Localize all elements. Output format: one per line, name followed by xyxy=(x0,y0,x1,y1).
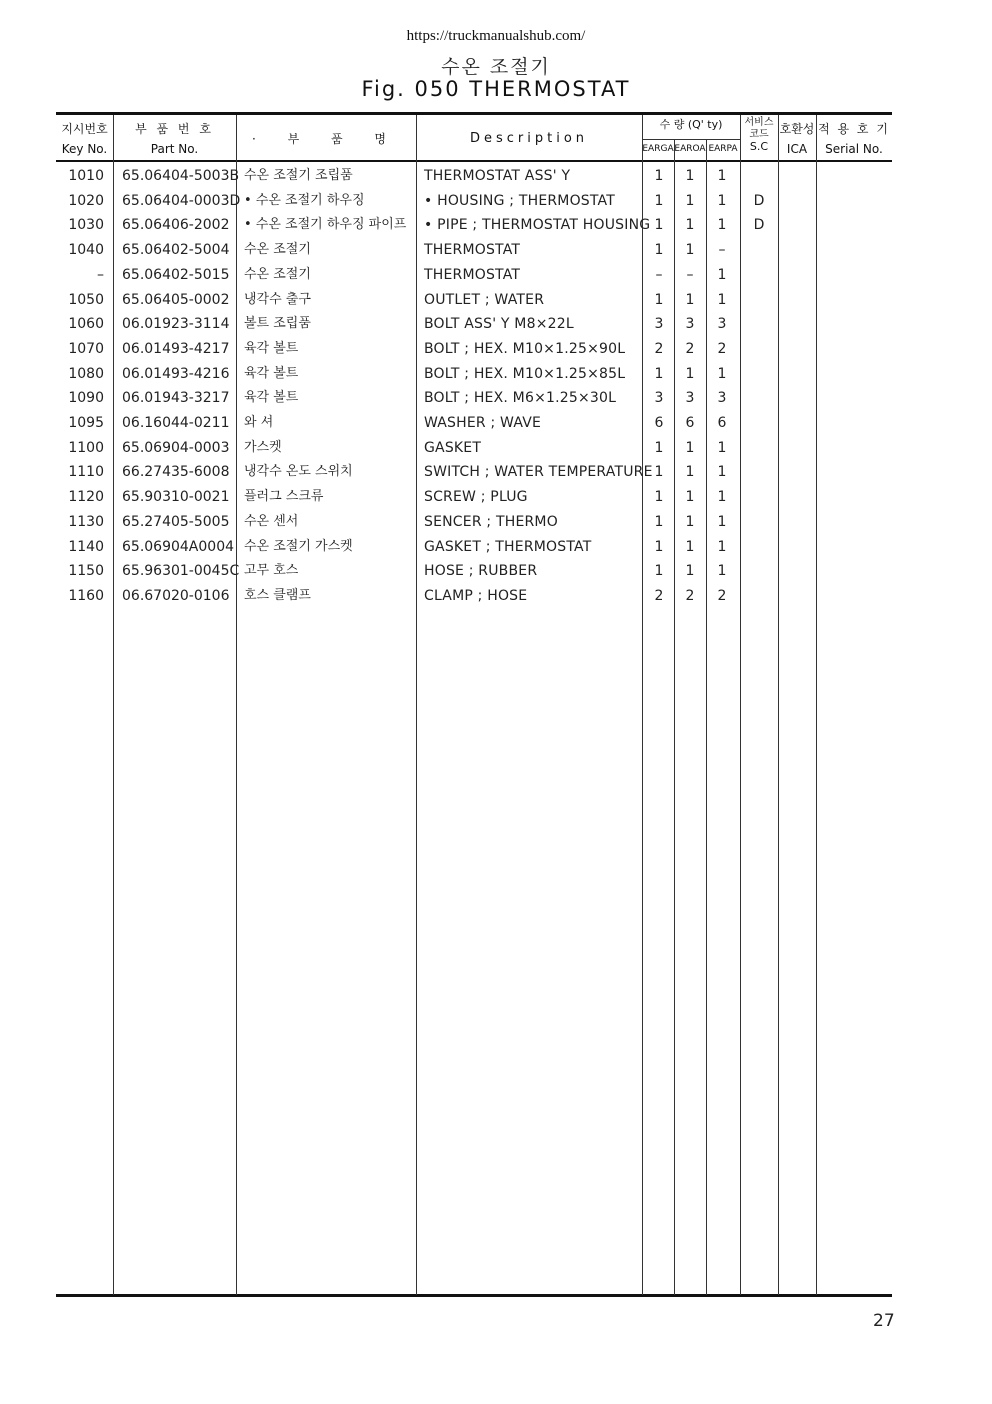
qty-earga: 2 xyxy=(654,587,664,604)
korean-title: 수온 조절기 xyxy=(441,56,551,78)
header-sc xyxy=(740,117,778,153)
part-no: 65.06402-5004 xyxy=(122,242,230,259)
qty-earga: 3 xyxy=(654,390,664,407)
key-no: – xyxy=(97,266,104,283)
key-no: 1040 xyxy=(68,242,104,259)
qty-earoa: 1 xyxy=(685,365,695,382)
table-bottom-rule xyxy=(56,1294,892,1297)
qty-earpa: 1 xyxy=(717,192,727,209)
qty-earoa: 1 xyxy=(685,538,695,555)
key-no: 1140 xyxy=(68,538,104,555)
header-serial-en: Serial No. xyxy=(825,142,883,156)
qty-earga: 6 xyxy=(654,415,664,431)
part-name-ko: • 수온 조절기 하우징 파이프 xyxy=(244,217,407,233)
qty-earga: – xyxy=(655,266,663,283)
part-no: 65.06904-0003 xyxy=(122,439,230,456)
key-no: 1010 xyxy=(68,168,104,184)
key-no: 1095 xyxy=(68,415,104,431)
qty-earga: 1 xyxy=(654,439,664,456)
key-no: 1060 xyxy=(68,316,104,333)
qty-earoa: 3 xyxy=(685,316,695,333)
qty-earga: 1 xyxy=(654,242,664,259)
qty-earpa: 1 xyxy=(717,439,727,456)
qty-earoa: 1 xyxy=(685,217,695,234)
header-key-en: Key No. xyxy=(61,142,108,156)
header-qty-earga: EARGA xyxy=(642,144,674,154)
part-name-ko: 가스켓 xyxy=(244,439,282,455)
part-no: 65.06405-0002 xyxy=(122,291,230,308)
part-name-ko: 냉각수 출구 xyxy=(244,291,311,307)
table-row xyxy=(56,288,892,313)
key-no: 1080 xyxy=(68,365,104,382)
part-no: 06.01493-4216 xyxy=(122,365,230,382)
part-no: 65.06402-5015 xyxy=(122,266,230,283)
qty-earpa: 1 xyxy=(717,168,727,184)
header-qty-earoa: EAROA xyxy=(674,144,706,154)
part-name-ko: 냉각수 온도 스위치 xyxy=(244,464,353,480)
table-row xyxy=(56,263,892,288)
description: BOLT ASS' Y M8×22L xyxy=(424,316,574,333)
qty-earpa: 1 xyxy=(717,266,727,283)
qty-earpa: 1 xyxy=(717,291,727,308)
qty-earoa: 1 xyxy=(685,291,695,308)
table-row xyxy=(56,312,892,337)
table-row xyxy=(56,584,892,609)
part-no: 65.27405-5005 xyxy=(122,513,230,530)
part-no: 66.27435-6008 xyxy=(122,464,230,481)
header-sc-ko: 서비스 코드 xyxy=(744,117,774,140)
qty-earoa: 1 xyxy=(685,168,695,184)
qty-earpa: 1 xyxy=(717,489,727,506)
key-no: 1150 xyxy=(68,563,104,580)
header-name-ko: · 부 품 명 xyxy=(251,132,401,146)
qty-earpa: 1 xyxy=(717,365,727,382)
page-number: 27 xyxy=(873,1311,895,1331)
table-row xyxy=(56,510,892,535)
qty-earoa: 1 xyxy=(685,464,695,481)
part-no: 65.06404-5003B xyxy=(122,168,240,184)
header-bottom-rule xyxy=(56,160,892,162)
part-name-ko: 육각 볼트 xyxy=(244,390,299,406)
part-name-ko: 수온 조절기 xyxy=(244,266,311,282)
qty-subheader-rule xyxy=(642,139,740,140)
table-top-rule xyxy=(56,112,892,115)
header-sc-en: S.C xyxy=(749,140,769,153)
qty-earoa: 1 xyxy=(685,242,695,259)
key-no: 1070 xyxy=(68,340,104,357)
header-qty-earpa: EARPA xyxy=(708,144,738,154)
header-serial xyxy=(816,122,892,156)
qty-earpa: 1 xyxy=(717,538,727,555)
part-name-ko: 수온 조절기 가스켓 xyxy=(244,538,353,554)
qty-earpa: 1 xyxy=(717,217,727,234)
description: THERMOSTAT xyxy=(424,242,521,259)
qty-earga: 3 xyxy=(654,316,664,333)
qty-earga: 1 xyxy=(654,563,664,580)
table-row xyxy=(56,411,892,436)
key-no: 1130 xyxy=(68,513,104,530)
figure-title: Fig. 050 THERMOSTAT xyxy=(361,77,631,101)
service-code: D xyxy=(753,217,765,234)
part-name-ko: 수온 조절기 xyxy=(244,242,311,258)
header-part xyxy=(113,122,236,156)
table-row xyxy=(56,362,892,387)
part-no: 06.16044-0211 xyxy=(122,415,230,431)
qty-earga: 1 xyxy=(654,464,664,481)
qty-earoa: – xyxy=(686,266,694,283)
qty-earga: 1 xyxy=(654,192,664,209)
header-ica-en: ICA xyxy=(786,142,808,156)
description: SENCER ; THERMO xyxy=(424,513,558,530)
part-name-ko: 육각 볼트 xyxy=(244,365,299,381)
table-row xyxy=(56,535,892,560)
qty-earpa: 1 xyxy=(717,563,727,580)
description: OUTLET ; WATER xyxy=(424,291,545,308)
qty-earpa: – xyxy=(718,242,726,259)
qty-earga: 1 xyxy=(654,365,664,382)
qty-earga: 1 xyxy=(654,168,664,184)
table-row xyxy=(56,337,892,362)
description: SCREW ; PLUG xyxy=(424,489,528,506)
qty-earpa: 2 xyxy=(717,340,727,357)
key-no: 1020 xyxy=(68,192,104,209)
part-no: 65.06406-2002 xyxy=(122,217,230,234)
qty-earga: 1 xyxy=(654,291,664,308)
source-url: https://truckmanualshub.com/ xyxy=(406,28,586,44)
qty-earga: 1 xyxy=(654,217,664,234)
table-row xyxy=(56,213,892,238)
qty-earoa: 1 xyxy=(685,192,695,209)
qty-earoa: 1 xyxy=(685,513,695,530)
qty-earga: 2 xyxy=(654,340,664,357)
table-row xyxy=(56,164,892,189)
qty-earoa: 1 xyxy=(685,563,695,580)
qty-earoa: 1 xyxy=(685,489,695,506)
description: CLAMP ; HOSE xyxy=(424,587,528,604)
qty-earpa: 6 xyxy=(717,415,727,431)
table-row xyxy=(56,460,892,485)
header-ica xyxy=(778,122,816,156)
qty-earoa: 1 xyxy=(685,439,695,456)
part-no: 65.96301-0045C xyxy=(122,563,240,580)
part-no: 06.01923-3114 xyxy=(122,316,230,333)
header-part-en: Part No. xyxy=(150,142,199,156)
qty-earoa: 2 xyxy=(685,587,695,604)
description: HOSE ; RUBBER xyxy=(424,563,538,580)
key-no: 1090 xyxy=(68,390,104,407)
qty-earpa: 3 xyxy=(717,316,727,333)
part-no: 06.01943-3217 xyxy=(122,390,230,407)
header-description: Description xyxy=(469,131,589,146)
description: BOLT ; HEX. M10×1.25×90L xyxy=(424,340,626,357)
description: • PIPE ; THERMOSTAT HOUSING xyxy=(424,217,651,234)
key-no: 1110 xyxy=(68,464,104,481)
qty-earga: 1 xyxy=(654,513,664,530)
qty-earoa: 3 xyxy=(685,390,695,407)
part-name-ko: 호스 클램프 xyxy=(244,587,311,603)
table-row xyxy=(56,436,892,461)
key-no: 1050 xyxy=(68,291,104,308)
key-no: 1120 xyxy=(68,489,104,506)
table-row xyxy=(56,189,892,214)
qty-earga: 1 xyxy=(654,538,664,555)
part-no: 65.90310-0021 xyxy=(122,489,230,506)
part-no: 06.67020-0106 xyxy=(122,587,230,604)
part-name-ko: 수온 센서 xyxy=(244,513,299,529)
description: BOLT ; HEX. M6×1.25×30L xyxy=(424,390,617,407)
header-key-ko: 지시번호 xyxy=(61,122,108,136)
part-name-ko: 고무 호스 xyxy=(244,563,299,579)
part-no: 65.06404-0003D xyxy=(122,192,241,209)
description: BOLT ; HEX. M10×1.25×85L xyxy=(424,365,626,382)
qty-earpa: 1 xyxy=(717,513,727,530)
service-code: D xyxy=(753,192,765,209)
table-row xyxy=(56,559,892,584)
header-ica-ko: 호환성 xyxy=(779,122,815,136)
part-no: 65.06904A0004 xyxy=(122,538,235,555)
part-name-ko: • 수온 조절기 하우징 xyxy=(244,192,365,208)
key-no: 1030 xyxy=(68,217,104,234)
key-no: 1100 xyxy=(68,439,104,456)
part-name-ko: 육각 볼트 xyxy=(244,340,299,356)
header-qty: 수 량 (Q' ty) xyxy=(659,118,723,131)
part-name-ko: 플러그 스크류 xyxy=(244,489,324,505)
part-name-ko: 와 셔 xyxy=(244,415,274,430)
header-key xyxy=(56,122,113,156)
description: THERMOSTAT xyxy=(424,266,521,283)
table-row xyxy=(56,485,892,510)
qty-earoa: 2 xyxy=(685,340,695,357)
key-no: 1160 xyxy=(68,587,104,604)
part-name-ko: 볼트 조립품 xyxy=(244,316,311,332)
qty-earpa: 3 xyxy=(717,390,727,407)
description: GASKET ; THERMOSTAT xyxy=(424,538,592,555)
description: SWITCH ; WATER TEMPERATURE xyxy=(424,464,653,481)
table-row xyxy=(56,238,892,263)
qty-earpa: 2 xyxy=(717,587,727,604)
description: GASKET xyxy=(424,439,482,456)
qty-earoa: 6 xyxy=(685,415,695,431)
description: WASHER ; WAVE xyxy=(424,415,542,431)
part-no: 06.01493-4217 xyxy=(122,340,230,357)
description: THERMOSTAT ASS' Y xyxy=(424,168,571,184)
part-name-ko: 수온 조절기 조립품 xyxy=(244,168,353,183)
header-serial-ko: 적 용 호 기 xyxy=(818,122,890,136)
qty-earpa: 1 xyxy=(717,464,727,481)
parts-table xyxy=(56,112,892,1298)
table-row xyxy=(56,386,892,411)
description: • HOUSING ; THERMOSTAT xyxy=(424,192,616,209)
qty-earga: 1 xyxy=(654,489,664,506)
header-part-ko: 부 품 번 호 xyxy=(135,122,214,136)
